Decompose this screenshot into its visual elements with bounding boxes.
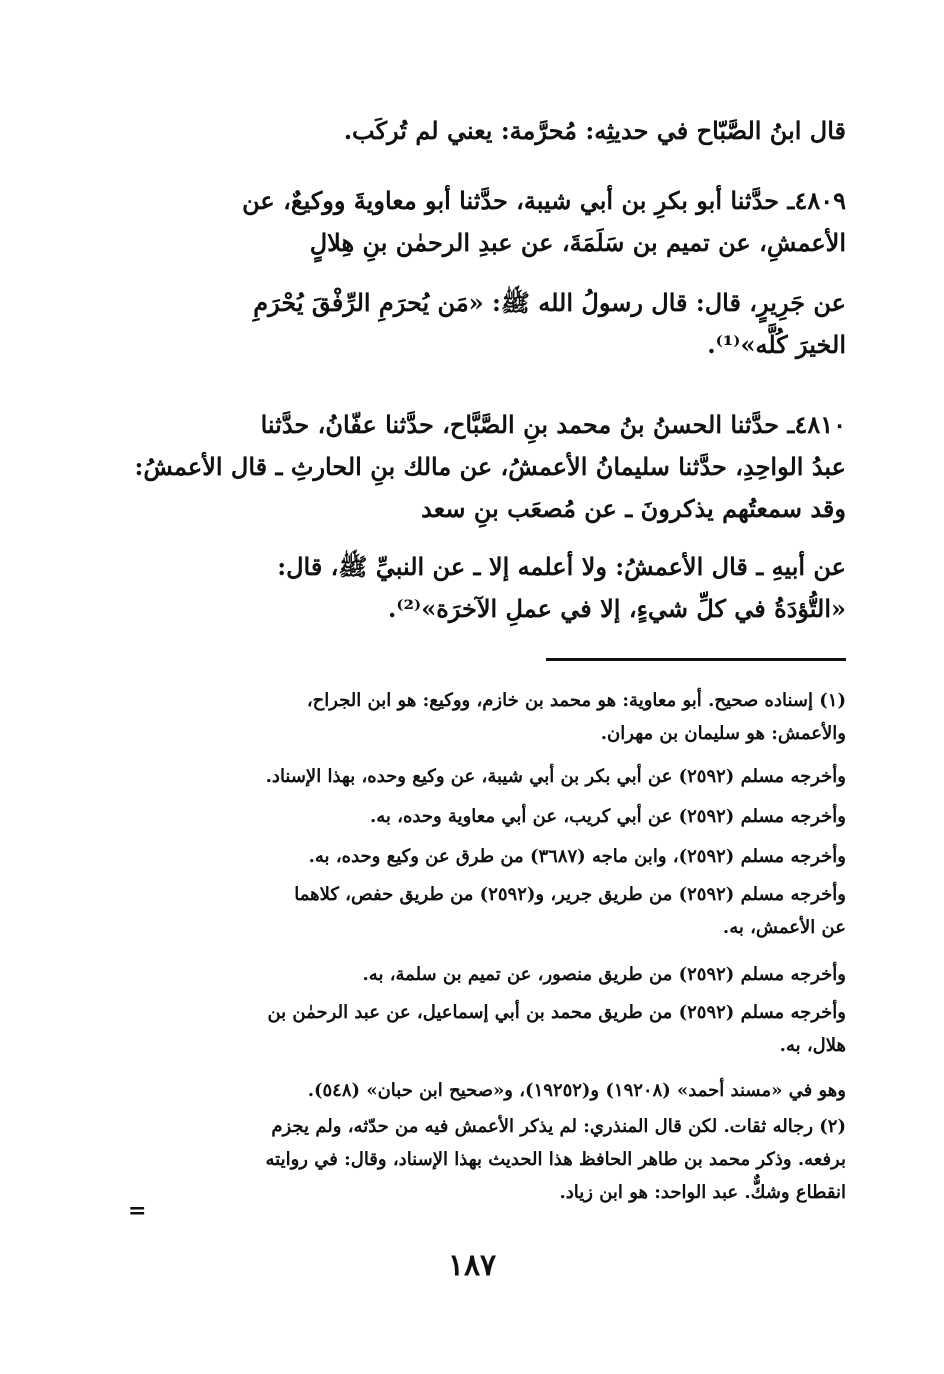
text-line: عن جَرِيرٍ، قال: قال رسولُ الله ﷺ: «مَن يُحرَمِ الرِّفْقَ يُحْرَمِ bbox=[253, 288, 846, 317]
text-line: وأخرجه مسلم (٢٥٩٢) عن أبي كريب، عن أبي معاوية وحده، به. bbox=[369, 806, 846, 827]
footnote-1 bbox=[134, 684, 846, 750]
text-line: ٤٨١٠ـ حدَّثنا الحسنُ بنُ محمد بنِ الصَّبَّاح، حدَّثنا عفّانُ، حدَّثنا bbox=[260, 410, 846, 439]
main-paragraph-1 bbox=[134, 110, 846, 152]
text-line: قال ابنُ الصَّبّاح في حديثِه: مُحرَّمة: يعني لم تُركَب. bbox=[343, 116, 846, 145]
hadith-4810-matn bbox=[134, 546, 846, 630]
footnote-1-para-2 bbox=[134, 760, 846, 793]
footnote-1-para-3 bbox=[134, 800, 846, 833]
footnote-separator bbox=[546, 658, 846, 661]
text-line: وهو في «مسند أحمد» (١٩٢٠٨) و(١٩٢٥٢)، و«صحيح ابن حبان» (٥٤٨). bbox=[307, 1080, 846, 1101]
continuation-mark: = bbox=[128, 1198, 147, 1224]
text-line: وأخرجه مسلم (٢٥٩٢) عن أبي بكر بن أبي شيبة، عن وكيع وحده، بهذا الإسناد. bbox=[265, 766, 846, 787]
page-number: ١٨٧ bbox=[447, 1248, 497, 1283]
text-line: عن الأعمش، به. bbox=[722, 917, 846, 938]
text-line: عن أبيهِ ـ قال الأعمشُ: ولا أعلمه إلا ـ عن النبيِّ ﷺ، قال: bbox=[277, 552, 846, 581]
text-line: انقطاع وشكٌّ. عبد الواحد: هو ابن زياد. bbox=[559, 1182, 846, 1203]
text-line: الأعمشِ، عن تميم بن سَلَمَةَ، عن عبدِ الرحمٰن بنِ هِلالٍ bbox=[309, 228, 846, 257]
footnote-1-para-8 bbox=[134, 1074, 846, 1107]
hadith-4810 bbox=[134, 404, 846, 530]
footnote-1-para-5 bbox=[134, 878, 846, 944]
text-line: وقد سمعتُهم يذكرونَ ـ عن مُصعَب بنِ سعد bbox=[421, 494, 846, 523]
text-line: برفعه. وذكر محمد بن طاهر الحافظ هذا الحديث بهذا الإسناد، وقال: في روايته bbox=[265, 1149, 846, 1170]
text-line: والأعمش: هو سليمان بن مهران. bbox=[600, 723, 846, 744]
text-line: عبدُ الواحِدِ، حدَّثنا سليمانُ الأعمشُ، عن مالك بنِ الحارثِ ـ قال الأعمشُ: bbox=[134, 452, 846, 481]
text-line: هلال، به. bbox=[779, 1035, 846, 1056]
text-line: وأخرجه مسلم (٢٥٩٢) من طريق جرير، و(٢٥٩٢) من طريق حفص، كلاهما bbox=[294, 884, 846, 905]
footnote-1-para-7 bbox=[134, 996, 846, 1062]
text-line: ٤٨٠٩ـ حدَّثنا أبو بكرِ بن أبي شيبة، حدَّثنا أبو معاويةَ ووكيعٌ، عن bbox=[242, 186, 846, 215]
text-line: (١) إسناده صحيح. أبو معاوية: هو محمد بن خازم، ووكيع: هو ابن الجراح، bbox=[306, 690, 846, 711]
text-line: الخيرَ كُلَّه»⁽¹⁾. bbox=[707, 330, 846, 359]
footnote-1-para-4 bbox=[134, 840, 846, 873]
hadith-4809 bbox=[134, 180, 846, 264]
text-line: وأخرجه مسلم (٢٥٩٢) من طريق محمد بن أبي إسماعيل، عن عبد الرحمٰن بن bbox=[267, 1002, 846, 1023]
hadith-4809-matn bbox=[134, 282, 846, 366]
footnote-2 bbox=[134, 1110, 846, 1209]
footnote-1-para-6 bbox=[134, 958, 846, 991]
text-line: «التُّؤدَةُ في كلِّ شيءٍ، إلا في عملِ الآخرَة»⁽²⁾. bbox=[388, 594, 846, 623]
text-line: وأخرجه مسلم (٢٥٩٢)، وابن ماجه (٣٦٨٧) من طرق عن وكيع وحده، به. bbox=[308, 846, 846, 867]
text-line: (٢) رجاله ثقات. لكن قال المنذري: لم يذكر الأعمش فيه من حدّثه، ولم يجزم bbox=[271, 1116, 846, 1137]
text-line: وأخرجه مسلم (٢٥٩٢) من طريق منصور، عن تميم بن سلمة، به. bbox=[362, 964, 846, 985]
